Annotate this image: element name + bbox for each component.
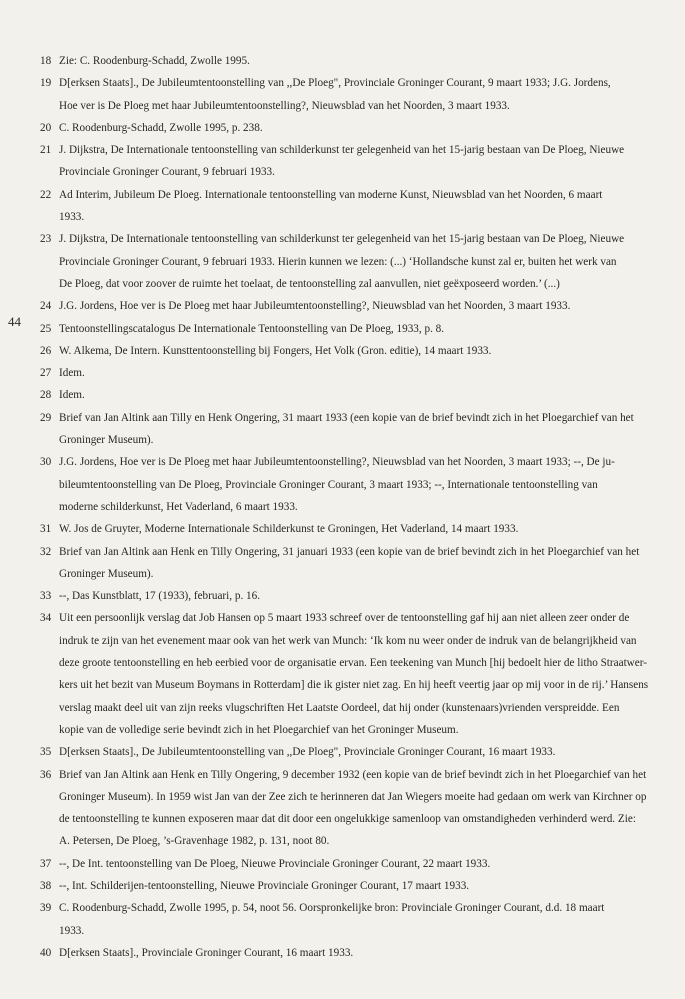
endnote bbox=[40, 384, 652, 406]
endnote-line: Uit een persoonlijk verslag dat Job Hansen op 5 maart 1933 schreef over de tentoonstelling gaf hij aan niet alleen zeer onder de bbox=[59, 612, 630, 625]
endnote-line: Groninger Museum). In 1959 wist Jan van der Zee zich te herinneren dat Jan Wiegers moeite had gedaan om werk van Kirchner op bbox=[59, 790, 647, 803]
endnote-number: 32 bbox=[40, 545, 52, 558]
endnote-line: W. Alkema, De Intern. Kunsttentoonstelling bij Fongers, Het Volk (Gron. editie), 14 maart 1933. bbox=[59, 344, 492, 357]
endnote-line: kers uit het bezit van Museum Boymans in Rotterdam] die ik gister niet zag. En hij heeft veertig jaar op mij voor in de rij.’ Hansens bbox=[59, 679, 649, 692]
endnote-line: D[erksen Staats]., Provinciale Groninger Courant, 16 maart 1933. bbox=[59, 946, 354, 959]
endnote-number: 40 bbox=[40, 946, 52, 959]
endnote-line: indruk te zijn van het evenement maar ook van het werk van Munch: ‘Ik kom nu weer onder de indruk van de belangrijkheid van bbox=[59, 634, 637, 647]
endnote-line: verslag maakt deel uit van zijn reeks vlugschriften Het Laatste Oordeel, dat hij onder (kunstenaars)vrienden verspreidde. Een bbox=[59, 701, 620, 714]
endnote-number: 25 bbox=[40, 322, 52, 335]
endnote bbox=[40, 50, 652, 72]
endnote-line: Provinciale Groninger Courant, 9 februari 1933. Hierin kunnen we lezen: (...) ‘Hollandsche kunst zal er, buiten het werk van bbox=[59, 255, 617, 268]
endnote bbox=[40, 607, 652, 741]
endnote-line: 1933. bbox=[59, 924, 85, 937]
page-number: 44 bbox=[8, 314, 21, 329]
endnote-line: J. Dijkstra, De Internationale tentoonstelling van schilderkunst ter gelegenheid van het 15-jarig bestaan van De Ploeg, Nieuwe bbox=[59, 233, 625, 246]
endnote-number: 28 bbox=[40, 389, 52, 402]
endnote-number: 39 bbox=[40, 902, 52, 915]
endnote-number: 37 bbox=[40, 857, 52, 870]
endnote-line: J.G. Jordens, Hoe ver is De Ploeg met haar Jubileumtentoonstelling?, Nieuwsblad van het Noorden, 3 maart 1933; --, De ju- bbox=[59, 456, 615, 469]
endnote bbox=[40, 585, 652, 607]
endnote bbox=[40, 139, 652, 184]
endnote-number: 35 bbox=[40, 746, 52, 759]
endnote bbox=[40, 184, 652, 229]
endnote bbox=[40, 117, 652, 139]
endnote-line: Groninger Museum). bbox=[59, 434, 154, 447]
endnote bbox=[40, 451, 652, 518]
endnote-line: De Ploeg, dat voor zoover de ruimte het toelaat, de tentoonstelling zal aanvullen, niet geëxposeerd worden.’ (...) bbox=[59, 277, 560, 290]
endnote-number: 23 bbox=[40, 233, 52, 246]
endnote-number: 34 bbox=[40, 612, 52, 625]
endnote bbox=[40, 541, 652, 586]
endnote-line: --, Das Kunstblatt, 17 (1933), februari, p. 16. bbox=[59, 590, 261, 603]
endnote bbox=[40, 318, 652, 340]
endnote bbox=[40, 228, 652, 295]
endnote bbox=[40, 875, 652, 897]
endnote bbox=[40, 340, 652, 362]
endnote-line: bileumtentoonstelling van De Ploeg, Provinciale Groninger Courant, 3 maart 1933; --, Internationale tentoonstelling van bbox=[59, 478, 598, 491]
endnote-line: deze groote tentoonstelling en heb eerbied voor de organisatie ervan. Een teekening van Munch [hij bedoelt hier de litho Straatwer- bbox=[59, 657, 647, 670]
endnote-line: Brief van Jan Altink aan Henk en Tilly Ongering, 31 januari 1933 (een kopie van de brief bevindt zich in het Ploegarchief van het bbox=[59, 545, 640, 558]
endnote-line: Zie: C. Roodenburg-Schadd, Zwolle 1995. bbox=[59, 55, 250, 67]
endnote-line: Idem. bbox=[59, 367, 85, 380]
endnote-line: de tentoonstelling te kunnen exposeren maar dat dit door een ongelukkige samenloop van omstandigheden verhinderd werd. Zie: bbox=[59, 813, 636, 826]
endnote-line: J.G. Jordens, Hoe ver is De Ploeg met haar Jubileumtentoonstelling?, Nieuwsblad van het Noorden, 3 maart 1933. bbox=[59, 300, 571, 313]
endnote bbox=[40, 295, 652, 317]
endnote bbox=[40, 853, 652, 875]
endnote bbox=[40, 518, 652, 540]
endnote-line: C. Roodenburg-Schadd, Zwolle 1995, p. 238. bbox=[59, 121, 263, 134]
endnote bbox=[40, 72, 652, 117]
endnote-line: --, De Int. tentoonstelling van De Ploeg, Nieuwe Provinciale Groninger Courant, 22 maart 1933. bbox=[59, 857, 491, 870]
endnote-line: A. Petersen, De Ploeg, ’s-Gravenhage 1982, p. 131, noot 80. bbox=[59, 835, 330, 848]
endnote-line: moderne schilderkunst, Het Vaderland, 6 maart 1933. bbox=[59, 500, 298, 513]
endnote-line: D[erksen Staats]., De Jubileumtentoonstelling van ,,De Ploeg", Provinciale Groninger Courant, 9 maart 1933; J.G. Jordens, bbox=[59, 77, 611, 90]
endnote-number: 31 bbox=[40, 523, 52, 536]
endnote-line: --, Int. Schilderijen-tentoonstelling, Nieuwe Provinciale Groninger Courant, 17 maart 1933. bbox=[59, 879, 470, 892]
endnote-line: Ad Interim, Jubileum De Ploeg. Internationale tentoonstelling van moderne Kunst, Nieuwsblad van het Noorden, 6 maart bbox=[59, 188, 603, 201]
endnote-line: Tentoonstellingscatalogus De Internationale Tentoonstelling van De Ploeg, 1933, p. 8. bbox=[59, 322, 445, 335]
endnote-number: 20 bbox=[40, 121, 52, 134]
endnotes-list bbox=[40, 50, 652, 964]
endnote-line: D[erksen Staats]., De Jubileumtentoonstelling van ,,De Ploeg", Provinciale Groninger Courant, 16 maart 1933. bbox=[59, 746, 556, 759]
endnote-line: 1933. bbox=[59, 211, 85, 224]
endnote-line: J. Dijkstra, De Internationale tentoonstelling van schilderkunst ter gelegenheid van het 15-jarig bestaan van De Ploeg, Nieuwe bbox=[59, 144, 625, 157]
endnote bbox=[40, 362, 652, 384]
endnote-number: 21 bbox=[40, 144, 52, 157]
endnote-number: 18 bbox=[40, 55, 52, 67]
endnote-number: 24 bbox=[40, 300, 52, 313]
endnote bbox=[40, 897, 652, 942]
endnote bbox=[40, 764, 652, 853]
endnote-number: 27 bbox=[40, 367, 52, 380]
endnote-number: 29 bbox=[40, 411, 52, 424]
endnote bbox=[40, 407, 652, 452]
endnote-number: 26 bbox=[40, 344, 52, 357]
endnote-line: W. Jos de Gruyter, Moderne Internationale Schilderkunst te Groningen, Het Vaderland, 14 maart 1933. bbox=[59, 523, 519, 536]
endnote-line: Brief van Jan Altink aan Tilly en Henk Ongering, 31 maart 1933 (een kopie van de brief bevindt zich in het Ploegarchief van het bbox=[59, 411, 634, 424]
endnote-number: 38 bbox=[40, 879, 52, 892]
endnote-line: Groninger Museum). bbox=[59, 567, 154, 580]
endnote bbox=[40, 942, 652, 964]
endnote bbox=[40, 741, 652, 763]
endnote-line: kopie van de volledige serie bevindt zich in het Ploegarchief van het Groninger Museum. bbox=[59, 723, 459, 736]
endnote-line: Hoe ver is De Ploeg met haar Jubileumtentoonstelling?, Nieuwsblad van het Noorden, 3 maart 1933. bbox=[59, 99, 510, 112]
endnote-line: Provinciale Groninger Courant, 9 februari 1933. bbox=[59, 166, 275, 179]
endnote-number: 22 bbox=[40, 188, 52, 201]
endnote-number: 30 bbox=[40, 456, 52, 469]
endnote-number: 36 bbox=[40, 768, 52, 781]
endnote-line: C. Roodenburg-Schadd, Zwolle 1995, p. 54, noot 56. Oorspronkelijke bron: Provinciale Groninger Courant, d.d. 18 maart bbox=[59, 902, 605, 915]
endnote-number: 33 bbox=[40, 590, 52, 603]
endnote-number: 19 bbox=[40, 77, 52, 90]
endnote-line: Brief van Jan Altink aan Henk en Tilly Ongering, 9 december 1932 (een kopie van de brief bevindt zich in het Ploegarchief van het bbox=[59, 768, 647, 781]
endnote-line: Idem. bbox=[59, 389, 85, 402]
